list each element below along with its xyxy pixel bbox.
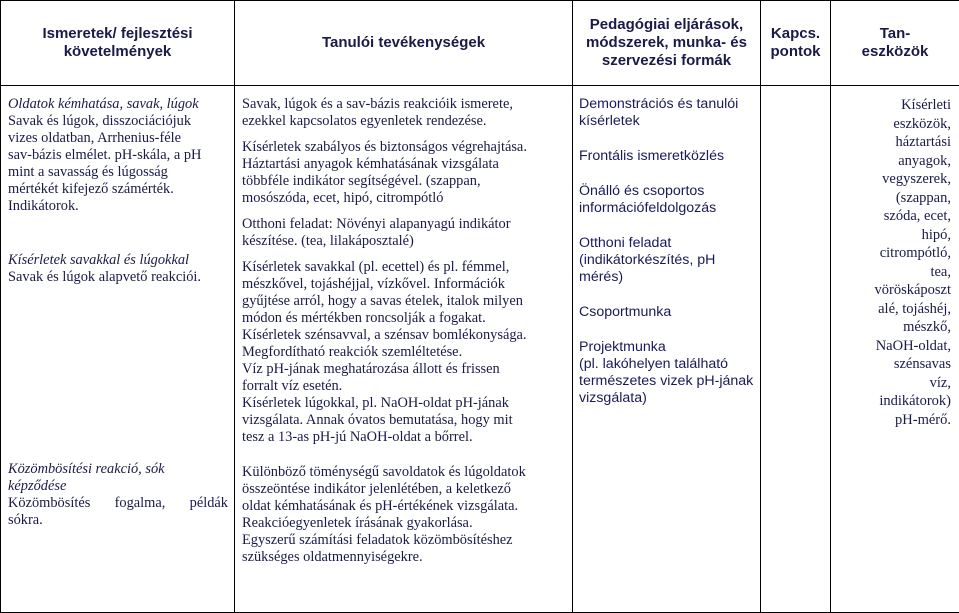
topic-line: vizes oldatban, Arrhenius-féle xyxy=(8,130,182,146)
activity-line: Különböző töménységű savoldatok és lúgoldatok xyxy=(242,464,526,480)
tool-line: (szappan, xyxy=(895,189,951,206)
topic-line: Savak és lúgok, disszociációjuk xyxy=(8,113,192,129)
tool-line: víz, xyxy=(929,374,951,391)
method-line: Demonstrációs és tanulói xyxy=(579,96,739,112)
tool-line: Kísérleti xyxy=(901,97,951,113)
neutralization-title-cont: képződése xyxy=(8,478,67,494)
method-line: információfeldolgozás xyxy=(579,200,717,216)
activity-line: oldat kémhatásának és pH-értékének vizsgálata. xyxy=(242,498,519,514)
method-line: Csoportmunka xyxy=(579,304,672,320)
activity-line: Háztartási anyagok kémhatásának vizsgálata xyxy=(242,156,499,172)
activity-line: Savak, lúgok és a sav-bázis reakcióik ismerete, xyxy=(242,96,513,112)
topic-line: mint a savasság és lúgosság xyxy=(8,164,168,180)
method-line: Frontális ismeretközlés xyxy=(579,148,725,164)
method-line: (indikátorkészítés, pH xyxy=(579,252,716,268)
activity-line: szükséges oldatmennyiségekre. xyxy=(242,549,423,565)
activity-line: tesz a 13-as pH-jú NaOH-oldat a bőrrel. xyxy=(242,429,473,445)
tool-line: szénsavas xyxy=(893,356,951,372)
neutralization-title: Közömbösítési reakció, sók xyxy=(8,461,165,477)
knowledge-cell xyxy=(1,86,235,613)
header-knowledge: Ismeretek/ fejlesztési követelmények xyxy=(1,1,235,86)
method-line: Önálló és csoportos xyxy=(579,183,705,199)
activity-line: Egyszerű számítási feladatok közömbösítéshez xyxy=(242,532,513,548)
experiments-text: Savak és lúgok alapvető reakciói. xyxy=(8,269,202,285)
neutralization-text-cont: sókra. xyxy=(8,512,43,528)
tool-line: indikátorok) xyxy=(879,393,951,409)
activity-line: forralt víz esetén. xyxy=(242,378,343,394)
tool-line: pH-mérő. xyxy=(895,411,951,428)
activity-line: Megfordítható reakciók szemléltetése. xyxy=(242,344,463,360)
tool-line: NaOH-oldat, xyxy=(875,337,951,354)
experiments-title: Kísérletek savakkal és lúgokkal xyxy=(8,252,190,268)
tool-line: szóda, ecet, xyxy=(883,208,951,224)
tool-line: eszközök, xyxy=(893,115,951,132)
method-line: Projektmunka xyxy=(579,339,666,355)
method-line: vizsgálata) xyxy=(579,390,647,406)
content-row xyxy=(1,86,959,613)
activity-line: Kísérletek szabályos és biztonságos végrehajtása. xyxy=(242,139,527,155)
header-tools: Tan-eszközök xyxy=(831,1,959,86)
tool-line: háztartási xyxy=(895,134,951,150)
activity-line: Otthoni feladat: Növényi alapanyagú indikátor xyxy=(242,216,511,232)
tool-line: anyagok, xyxy=(898,152,951,169)
topic-line: mértékét kifejező számérték. xyxy=(8,181,174,197)
topic-line: Indikátorok. xyxy=(8,198,79,214)
method-line: kísérletek xyxy=(579,113,640,129)
activity-line: Kísérletek savakkal (pl. ecettel) és pl. fémmel, xyxy=(242,259,510,275)
activity-line: vizsgálata. Annak óvatos bemutatása, hogy mit xyxy=(242,412,513,428)
method-line: Otthoni feladat xyxy=(579,235,672,251)
method-line: természetes vizek pH-jának xyxy=(579,373,754,389)
header-row xyxy=(1,1,959,86)
tool-line: hipó, xyxy=(921,226,951,243)
header-pedagogical-methods: Pedagógiai eljárások, módszerek, munka- és szervezési formák xyxy=(573,1,761,86)
topic-title: Oldatok kémhatása, savak, lúgok xyxy=(8,96,199,112)
activity-line: mosószóda, ecet, hipó, citrompótló xyxy=(242,190,444,206)
methods-cell xyxy=(573,86,761,613)
tool-line: vegyszerek, xyxy=(882,171,951,187)
header-connection-points: Kapcs. pontok xyxy=(761,1,831,86)
method-line: mérés) xyxy=(579,269,624,285)
activity-line: módon és mértékben roncsolják a fogakat. xyxy=(242,310,486,326)
neutralization-text: Közömbösítés fogalma, példák xyxy=(8,495,228,511)
tool-line: mészkő, xyxy=(903,319,951,335)
activities-cell xyxy=(235,86,573,613)
connection-points-cell xyxy=(761,86,831,613)
activity-line: Víz pH-jának meghatározása állott és frissen xyxy=(242,361,500,377)
activity-line: Kísérletek szénsavval, a szénsav bomlékonysága. xyxy=(242,327,527,343)
activity-line: készítése. (tea, lilakáposztalé) xyxy=(242,233,414,249)
activity-line: összeöntése indikátor jelenlétében, a keletkező xyxy=(242,481,511,497)
topic-line: sav-bázis elmélet. pH-skála, a pH xyxy=(8,147,202,163)
tool-line: vöröskáposzt xyxy=(874,282,951,298)
tool-line: alé, tojáshéj, xyxy=(878,300,951,317)
activity-line: gyűjtése arról, hogy a savas ételek, italok milyen xyxy=(242,293,523,309)
method-line: (pl. lakóhelyen található xyxy=(579,356,729,372)
activity-line: mészkővel, tojáshéjjal, vízkővel. Információk xyxy=(242,276,505,292)
tools-cell xyxy=(831,86,959,613)
activity-line: Reakcióegyenletek írásának gyakorlása. xyxy=(242,515,473,531)
header-student-activities: Tanulói tevékenységek xyxy=(235,1,573,86)
tool-line: tea, xyxy=(930,263,951,280)
activity-line: ezekkel kapcsolatos egyenletek rendezése. xyxy=(242,113,487,129)
tool-line: citrompótló, xyxy=(879,245,951,261)
activity-line: többféle indikátor segítségével. (szappan, xyxy=(242,173,481,189)
activity-line: Kísérletek lúgokkal, pl. NaOH-oldat pH-jának xyxy=(242,395,509,411)
